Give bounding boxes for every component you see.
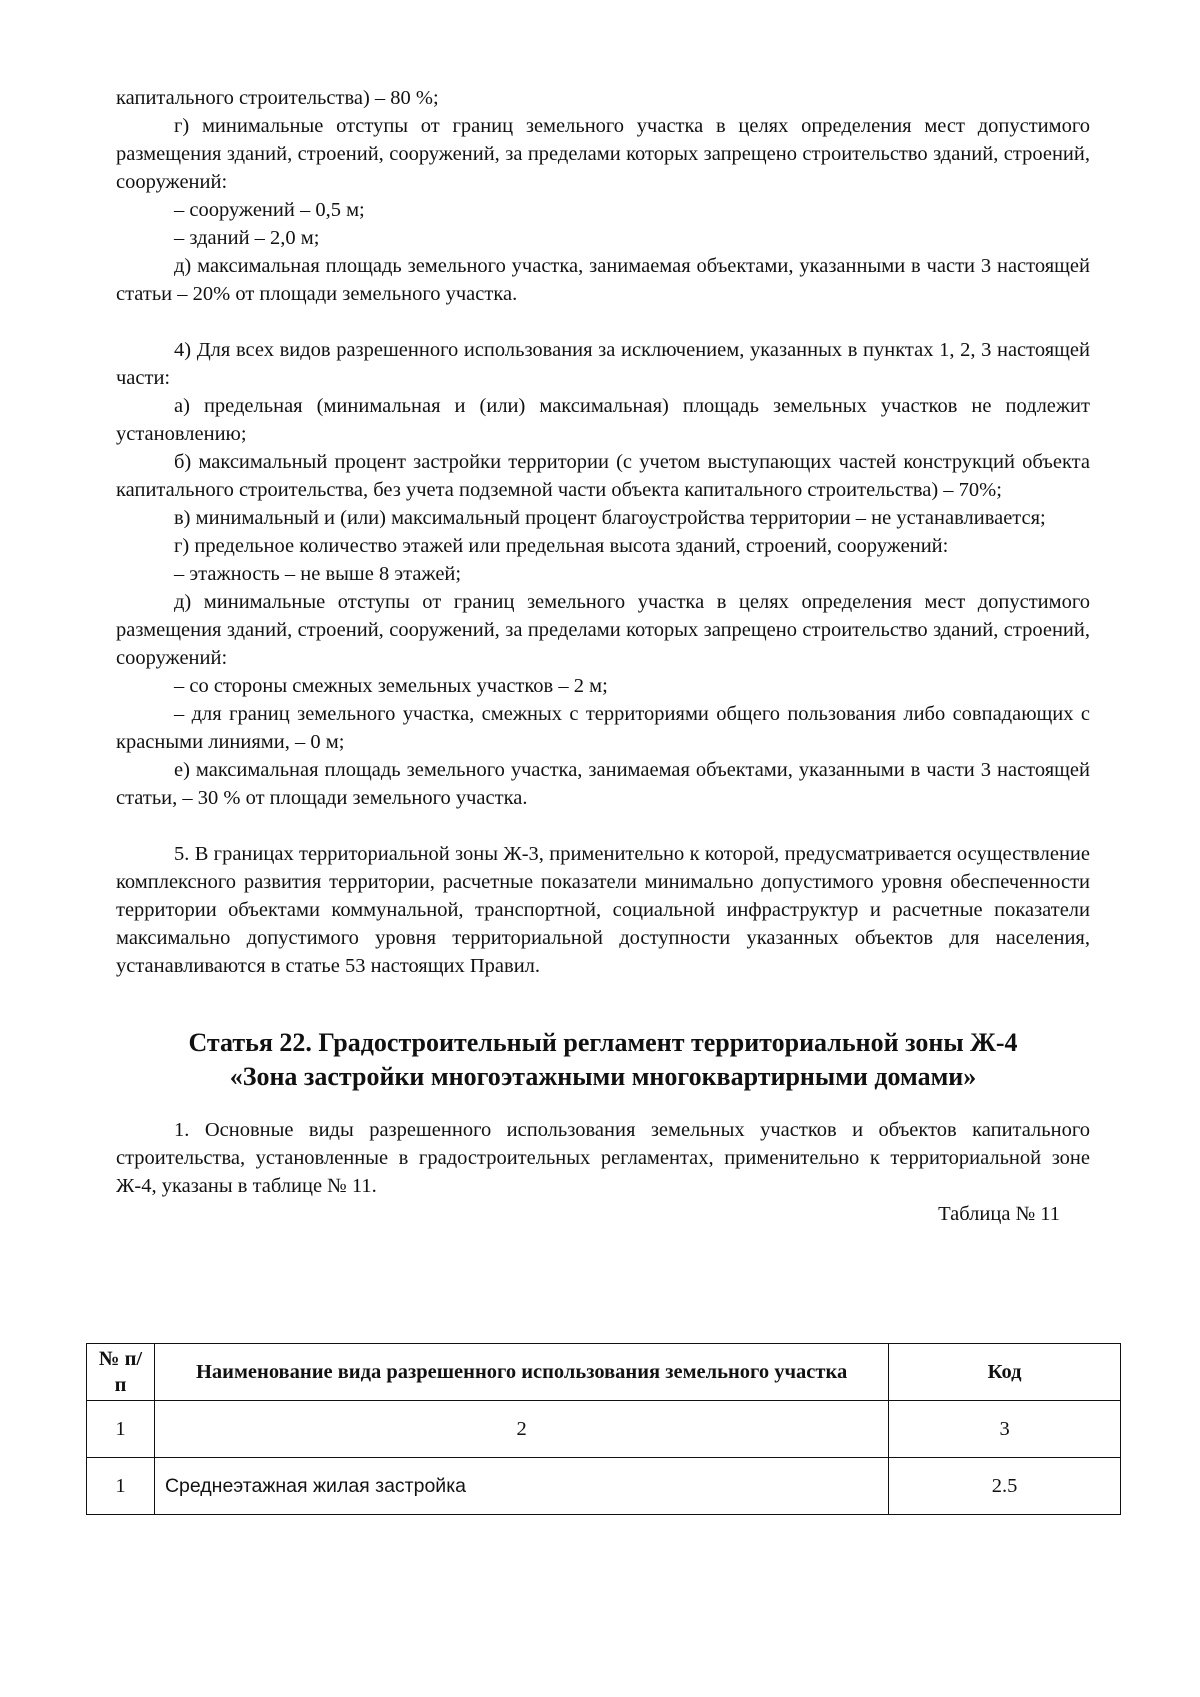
- cell-name: Среднеэтажная жилая застройка: [154, 1458, 888, 1515]
- header-code: Код: [889, 1344, 1121, 1401]
- paragraph: в) минимальный и (или) максимальный процент благоустройства территории – не устанавливается;: [174, 507, 1046, 529]
- paragraph: д) максимальная площадь земельного участка, занимаемая объектами, указанными в части 3 настоящей статьи – 20% от площади земельного участка.: [116, 255, 1090, 305]
- table-caption: Таблица № 11: [938, 1203, 1060, 1225]
- paragraph: – сооружений – 0,5 м;: [174, 199, 365, 221]
- cell-code: 2.5: [889, 1458, 1121, 1515]
- paragraph: капитального строительства) – 80 %;: [116, 87, 439, 109]
- article-paragraph-1: 1. Основные виды разрешенного использования земельных участков и объектов капитального строительства, установленные в градостроительных регламентах, применительно к территориальной зоне Ж-4, указаны в таблице № 11.: [116, 1119, 1090, 1197]
- paragraph: 4) Для всех видов разрешенного использования за исключением, указанных в пунктах 1, 2, 3 настоящей части:: [116, 339, 1090, 389]
- paragraph: – зданий – 2,0 м;: [174, 227, 320, 249]
- paragraph: е) максимальная площадь земельного участка, занимаемая объектами, указанными в части 3 настоящей статьи, – 30 % от площади земельного участка.: [116, 759, 1090, 809]
- paragraph: а) предельная (минимальная и (или) максимальная) площадь земельных участков не подлежит установлению;: [116, 395, 1090, 445]
- table-row: [87, 1458, 1121, 1515]
- article-heading-line2: «Зона застройки многоэтажными многоквартирными домами»: [229, 1062, 977, 1091]
- paragraph: – этажность – не выше 8 этажей;: [174, 563, 462, 585]
- paragraph: д) минимальные отступы от границ земельного участка в целях определения мест допустимого размещения зданий, строений, сооружений, за пределами которых запрещено строительство зданий, строений, сооружений:: [116, 591, 1090, 669]
- section-4-paragraphs: [116, 336, 1090, 812]
- paragraph: г) минимальные отступы от границ земельного участка в целях определения мест допустимого размещения зданий, строений, сооружений, за пределами которых запрещено строительство зданий, строений, сооружений:: [116, 115, 1090, 193]
- table-row: [87, 1401, 1121, 1458]
- top-paragraphs: [116, 84, 1090, 308]
- header-name: Наименование вида разрешенного использования земельного участка: [154, 1344, 888, 1401]
- land-use-table: [86, 1343, 1121, 1515]
- header-number: № п/п: [87, 1344, 155, 1401]
- paragraph: б) максимальный процент застройки территории (с учетом выступающих частей конструкций объекта капитального строительства, без учета подземной части объекта капитального строительства) – 70%;: [116, 451, 1090, 501]
- table-header-row: [87, 1344, 1121, 1401]
- cell-name: 2: [154, 1401, 888, 1458]
- paragraph: – со стороны смежных земельных участков – 2 м;: [174, 675, 608, 697]
- paragraph: – для границ земельного участка, смежных с территориями общего пользования либо совпадающих с красными линиями, – 0 м;: [116, 703, 1090, 753]
- cell-number: 1: [87, 1458, 155, 1515]
- article-heading-line1: Статья 22. Градостроительный регламент территориальной зоны Ж-4: [188, 1028, 1018, 1057]
- cell-code: 3: [889, 1401, 1121, 1458]
- paragraph: г) предельное количество этажей или предельная высота зданий, строений, сооружений:: [174, 535, 949, 557]
- paragraph-5: 5. В границах территориальной зоны Ж-3, применительно к которой, предусматривается осуществление комплексного развития территории, расчетные показатели минимально допустимого уровня обеспеченности территории объектами коммунальной, транспортной, социальной инфраструктур и расчетные показатели максимально допустимого уровня территориальной доступности указанных объектов для населения, устанавливаются в статье 53 настоящих Правил.: [116, 843, 1090, 977]
- cell-number: 1: [87, 1401, 155, 1458]
- document-page: [116, 84, 1090, 1228]
